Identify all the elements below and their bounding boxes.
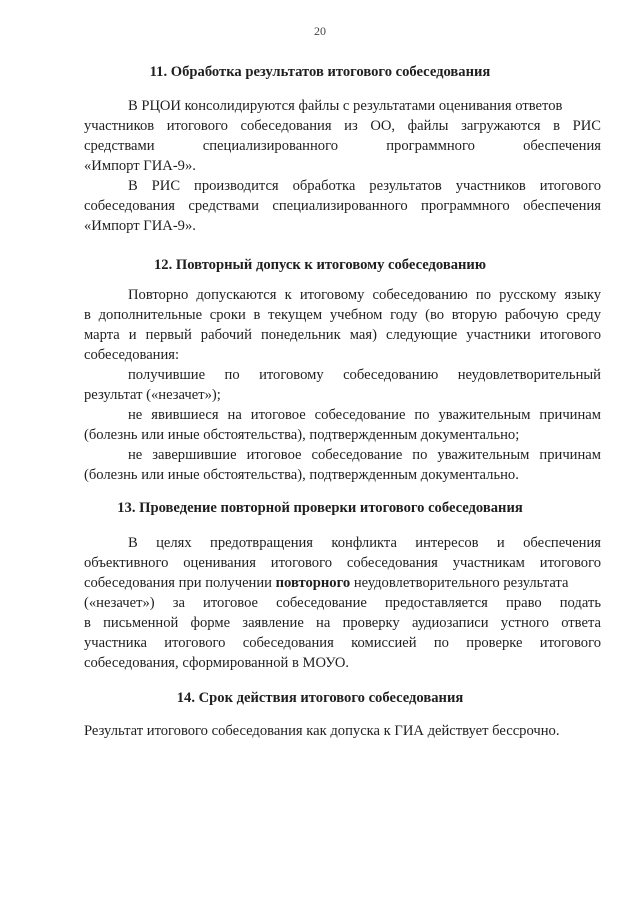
- section-12-line-7: не явившиеся на итоговое собеседование по уважительным причинам: [128, 407, 601, 423]
- section-13-line-3-start: собеседования при получении: [84, 575, 272, 591]
- section-11-title: 11. Обработка результатов итогового собеседования: [149, 64, 491, 80]
- section-13-line-3-end: неудовлетворительного результата: [353, 575, 569, 591]
- section-12-line-4: собеседования:: [84, 347, 180, 363]
- section-12-line-8: (болезнь или иные обстоятельства), подтвержденным документально;: [84, 427, 520, 443]
- section-13-line-3: [84, 574, 568, 592]
- section-11-line-3: средствами специализированного программного обеспечения: [84, 138, 601, 154]
- section-12-line-2: в дополнительные сроки в текущем учебном году (во вторую рабочую среду: [84, 307, 601, 323]
- section-12-line-10: (болезнь или иные обстоятельства), подтвержденным документально.: [84, 467, 519, 483]
- section-12-line-1: Повторно допускаются к итоговому собеседованию по русскому языку: [128, 287, 601, 303]
- section-11-line-5: В РИС производится обработка результатов участников итогового: [128, 178, 601, 194]
- section-13-line-2: объективного оценивания итогового собеседования участникам итогового: [84, 555, 601, 571]
- section-12-line-9: не завершившие итоговое собеседование по уважительным причинам: [128, 447, 601, 463]
- page-number: 20: [314, 24, 326, 38]
- section-13-line-5: в письменной форме заявление на проверку аудиозаписи устного ответа: [84, 615, 601, 631]
- section-13-line-1: В целях предотвращения конфликта интересов и обеспечения: [128, 535, 601, 551]
- section-12-line-6: результат («незачет»);: [84, 387, 221, 403]
- section-11-line-4: «Импорт ГИА-9».: [84, 158, 196, 174]
- section-13-title: 13. Проведение повторной проверки итогового собеседования: [117, 500, 523, 516]
- section-13-line-4: («незачет») за итоговое собеседование предоставляется право подать: [84, 595, 601, 611]
- section-12-line-3: марта и первый рабочий понедельник мая) следующие участники итогового: [84, 327, 601, 343]
- section-12-title: 12. Повторный допуск к итоговому собеседованию: [154, 257, 486, 273]
- section-11-line-2: участников итогового собеседования из ОО, файлы загружаются в РИС: [84, 118, 601, 134]
- section-11-line-1: В РЦОИ консолидируются файлы с результатами оценивания ответов: [128, 98, 563, 114]
- section-11-line-6: собеседования средствами специализированного программного обеспечения: [84, 198, 601, 214]
- section-11-line-7: «Импорт ГИА-9».: [84, 218, 196, 234]
- section-14-title: 14. Срок действия итогового собеседования: [176, 690, 464, 706]
- section-14-line-1: Результат итогового собеседования как допуска к ГИА действует бессрочно.: [84, 723, 560, 739]
- section-12-line-5: получившие по итоговому собеседованию неудовлетворительный: [128, 367, 601, 383]
- section-13-line-6: участника итогового собеседования комиссией по проверке итогового: [84, 635, 601, 651]
- section-13-bold-word: повторного: [275, 575, 351, 591]
- section-13-line-7: собеседования, сформированной в МОУО.: [84, 655, 350, 671]
